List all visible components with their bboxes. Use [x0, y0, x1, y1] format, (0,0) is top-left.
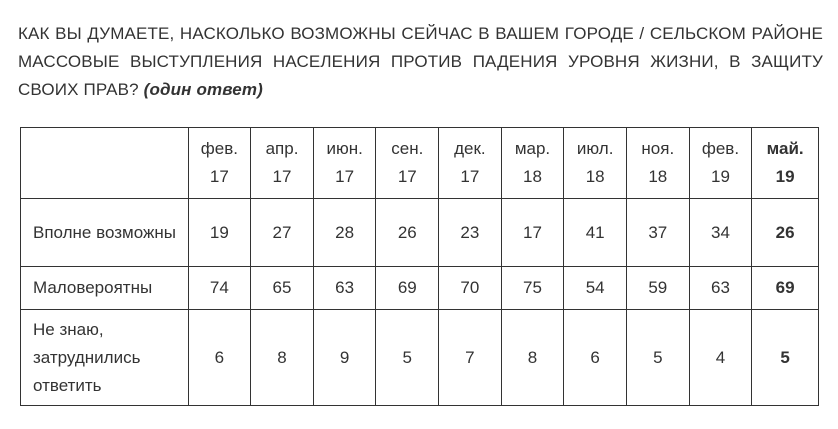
table-corner-cell [21, 128, 189, 199]
table-cell: 74 [188, 267, 251, 310]
column-month: фев. [701, 139, 740, 158]
table-cell: 5 [376, 310, 439, 406]
column-header [313, 128, 376, 199]
table-cell: 23 [439, 199, 502, 267]
column-year: 19 [710, 167, 730, 186]
column-year: 17 [460, 167, 480, 186]
column-year: 18 [585, 167, 605, 186]
column-header [439, 128, 502, 199]
table-row [21, 310, 819, 406]
poll-results-table [20, 127, 819, 406]
column-header [627, 128, 690, 199]
table-cell-latest: 5 [752, 310, 819, 406]
row-label: Не знаю, затруднились ответить [21, 310, 189, 406]
table-cell: 70 [439, 267, 502, 310]
table-cell: 41 [564, 199, 627, 267]
column-month: май. [766, 139, 804, 158]
column-month: ноя. [641, 139, 675, 158]
column-month: фев. [200, 139, 238, 158]
column-year: 19 [775, 167, 795, 186]
table-cell: 26 [376, 199, 439, 267]
table-cell: 65 [251, 267, 314, 310]
table-row [21, 199, 819, 267]
column-header [689, 128, 752, 199]
table-cell: 8 [251, 310, 314, 406]
question-text: КАК ВЫ ДУМАЕТЕ, НАСКОЛЬКО ВОЗМОЖНЫ СЕЙЧАС В ВАШЕМ ГОРОДЕ / СЕЛЬСКОМ РАЙОНЕ МАССОВЫЕ ВЫСТУПЛЕНИЯ НАСЕЛЕНИЯ ПРОТИВ ПАДЕНИЯ УРОВНЯ ЖИЗНИ, В ЗАЩИТУ СВОИХ ПРАВ? [18, 24, 823, 99]
table-cell-latest: 26 [752, 199, 819, 267]
table-cell: 63 [313, 267, 376, 310]
table-header-row [21, 128, 819, 199]
table-cell: 27 [251, 199, 314, 267]
column-header [251, 128, 314, 199]
column-year: 18 [523, 167, 542, 186]
table-cell: 6 [564, 310, 627, 406]
table-cell: 75 [501, 267, 564, 310]
table-cell: 54 [564, 267, 627, 310]
column-year: 17 [272, 167, 292, 186]
column-month: июн. [326, 139, 363, 158]
table-cell: 4 [689, 310, 752, 406]
column-month: дек. [454, 139, 486, 158]
row-label: Маловероятны [21, 267, 189, 310]
column-header [564, 128, 627, 199]
column-year: 17 [335, 167, 355, 186]
table-cell: 28 [313, 199, 376, 267]
column-year: 17 [397, 167, 417, 186]
table-cell: 8 [501, 310, 564, 406]
column-month: апр. [265, 139, 299, 158]
survey-question [18, 20, 823, 104]
table-cell: 9 [313, 310, 376, 406]
table-cell: 34 [689, 199, 752, 267]
table-cell: 19 [188, 199, 251, 267]
table-cell: 59 [627, 267, 690, 310]
table-cell: 7 [439, 310, 502, 406]
column-month: сен. [391, 139, 424, 158]
table-cell: 6 [188, 310, 251, 406]
column-header [376, 128, 439, 199]
column-month: мар. [514, 139, 551, 158]
column-header-latest [752, 128, 819, 199]
table-cell: 69 [376, 267, 439, 310]
table-row [21, 267, 819, 310]
column-header [501, 128, 564, 199]
row-label: Вполне возможны [21, 199, 189, 267]
question-note: (один ответ) [143, 80, 263, 99]
column-month: июл. [576, 139, 614, 158]
table-cell-latest: 69 [752, 267, 819, 310]
column-year: 18 [648, 167, 668, 186]
table-cell: 63 [689, 267, 752, 310]
column-year: 17 [209, 167, 229, 186]
column-header [188, 128, 251, 199]
table-cell: 17 [501, 199, 564, 267]
table-cell: 37 [627, 199, 690, 267]
table-cell: 5 [627, 310, 690, 406]
